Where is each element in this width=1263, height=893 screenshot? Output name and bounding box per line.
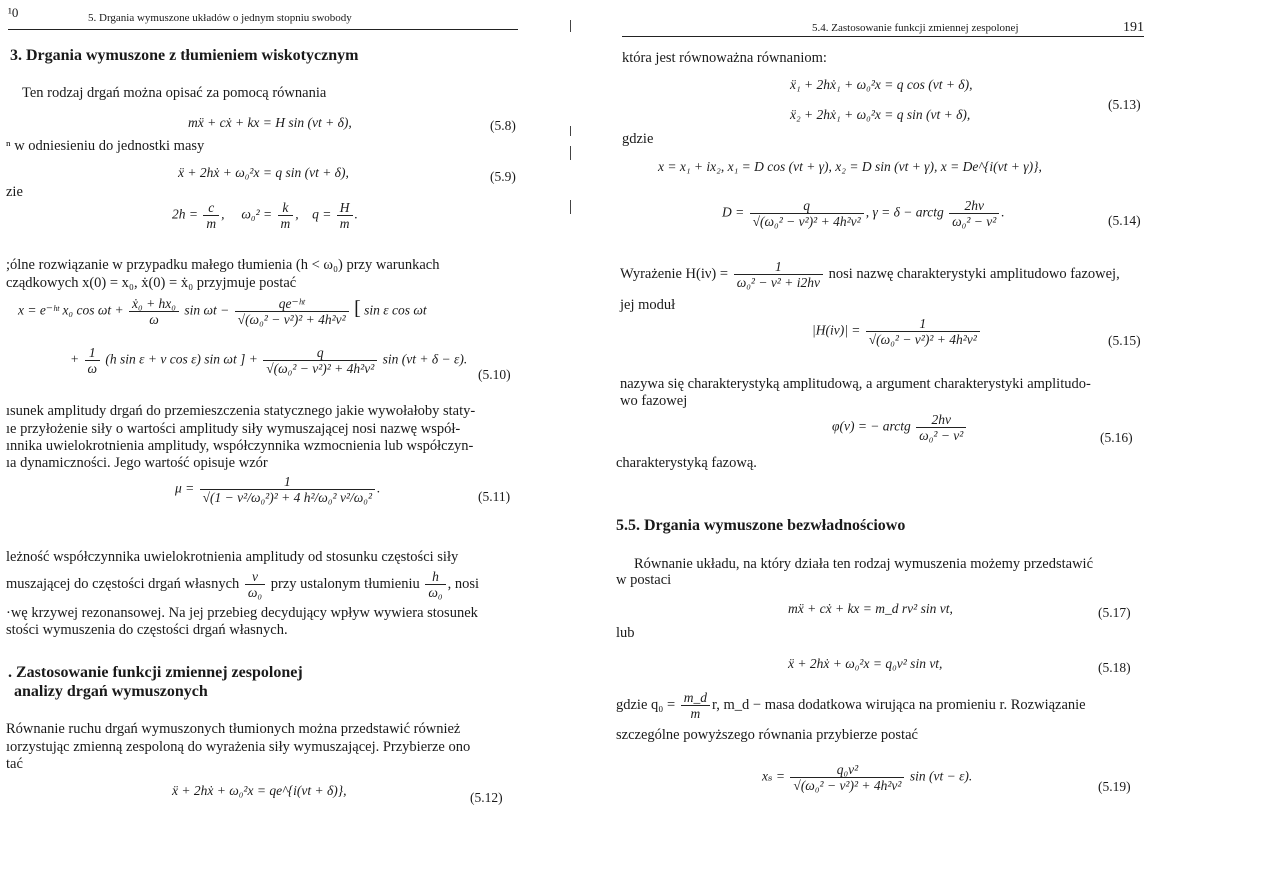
left-paragraph: zie (6, 184, 23, 200)
left-page-number: ¹0 (8, 5, 19, 20)
fraction (790, 762, 904, 793)
left-paragraph: ıe przyłożenie siły o wartości amplitudy siły wymuszającej nosi nazwę współ- (6, 421, 461, 437)
fraction (203, 200, 219, 231)
left-paragraph: ⁿ w odniesieniu do jednostki masy (6, 138, 205, 154)
equation-number: (5.8) (490, 118, 516, 133)
right-paragraph: w postaci (616, 572, 672, 588)
equation-5-10-line1: x = e⁻ʰᵗ x₀ cos ωt + $\frac{\text{ẋ₀ + hx₀}}{\omega}$ sin ωt − $\frac{\text{qe⁻ʰᵗ}}{\text{√(ω₀² − ν²)² + 4h²ν²}}$ [ sin ε cos ωt (18, 296, 427, 327)
eq-part: , γ = δ − arctg (865, 204, 944, 220)
text-part: r, m_d − masa dodatkowa wirująca na promieniu r. Rozwiązanie (712, 696, 1086, 713)
fraction (200, 474, 375, 505)
numerator: q (803, 198, 811, 213)
equation-number: (5.18) (1098, 660, 1131, 675)
denominator: √(1 − ν²/ω₀²)² + 4 h²/ω₀² ν²/ω₀² (200, 489, 375, 505)
equation-number: (5.15) (1108, 333, 1141, 348)
eq-part: . (1001, 204, 1005, 220)
numerator: q (316, 345, 324, 360)
fraction (425, 569, 445, 600)
right-paragraph-inline (620, 259, 1120, 290)
right-header-rule (622, 36, 1144, 37)
def-2h: 2h = (172, 206, 198, 222)
equation-number: (5.19) (1098, 779, 1131, 794)
eq-part: |H(iν)| = (812, 322, 861, 338)
equation-5-15 (812, 316, 982, 347)
numerator: h (432, 569, 439, 584)
left-paragraph: ıorzystując zmienną zespoloną do wyrażenia siły wymuszającej. Przybierze ono (6, 739, 471, 755)
denominator: ω₀² − ν² (916, 427, 966, 443)
text-part: nosi nazwę charakterystyki amplitudowo fazowej, (828, 265, 1120, 282)
denominator: √(ω₀² − ν²)² + 4h²ν² (263, 360, 377, 376)
fraction (949, 198, 999, 229)
left-paragraph: ;ólne rozwiązanie w przypadku małego tłumienia (h < ω₀) przy warunkach (6, 257, 440, 273)
left-paragraph: stości wymuszenia do częstości drgań własnych. (6, 622, 288, 638)
numerator: 2hν (964, 198, 984, 213)
numerator: k (282, 200, 289, 215)
right-section-title: 5.5. Drgania wymuszone bezwładnościowo (616, 517, 906, 534)
left-paragraph: tać (6, 756, 23, 772)
fraction (734, 259, 823, 290)
left-paragraph: Ten rodzaj drgań można opisać za pomocą równania (22, 85, 327, 101)
denominator: √(ω₀² − ν²)² + 4h²ν² (866, 331, 980, 347)
numerator: H (339, 200, 350, 215)
fraction (245, 569, 265, 600)
eq-part: sin (νt − ε). (909, 768, 973, 784)
equation-number: (5.14) (1108, 213, 1141, 228)
def-q: q = (312, 206, 332, 222)
text-part: przy ustalonym tłumieniu (270, 575, 420, 592)
equation-number: (5.13) (1108, 97, 1141, 112)
equation-5-10-line2 (70, 345, 467, 376)
denominator: √(ω₀² − ν²)² + 4h²ν² (235, 311, 349, 327)
eq-part: sin (νt + δ − ε). (382, 351, 468, 367)
eq-part: μ = (175, 480, 195, 496)
text-part: Wyrażenie H(iν) = (620, 265, 729, 282)
left-section2-title-line2: analizy drgań wymuszonych (14, 683, 208, 700)
right-paragraph: która jest równoważna równaniom: (622, 50, 827, 66)
left-paragraph: ·wę krzywej rezonansowej. Na jej przebieg decydujący wpływ wywiera stosunek (6, 605, 478, 621)
numerator: 1 (919, 316, 927, 331)
left-paragraph: ınnika uwielokrotnienia amplitudy, współczynnika wzmocnienia lub współczyn- (6, 438, 474, 454)
denominator: m (278, 215, 294, 231)
right-paragraph: szczególne powyższego równania przybierze postać (616, 727, 918, 743)
equation-5-19 (762, 762, 972, 793)
definitions-x: x = x₁ + ix₂, x₁ = D cos (νt + γ), x₂ = D sin (νt + γ), x = De^{i(νt + γ)}, (658, 159, 1042, 174)
denominator: m (203, 215, 219, 231)
right-paragraph: nazywa się charakterystyką amplitudową, a argument charakterystyki amplitudo- (620, 376, 1091, 392)
eq-part: sin ωt − (184, 302, 230, 318)
denominator: ω₀² − ν² (949, 213, 999, 229)
eq-part: (h sin ε + ν cos ε) sin ωt ] + (105, 351, 258, 367)
fraction (85, 345, 101, 376)
right-paragraph: wo fazowej (620, 393, 688, 409)
equation-5-18: ẍ + 2hẋ + ω₀²x = q₀ν² sin νt, (788, 656, 943, 671)
numerator: 1 (774, 259, 782, 274)
denominator: ω (129, 311, 179, 327)
equation-5-11: μ = $\frac{1}{\text{√(1 − ν²/ω₀²)² + 4 h²/ω₀² ν²/ω₀²}}$ . (175, 474, 381, 505)
gutter-marks (570, 0, 571, 893)
equation-number: (5.11) (478, 489, 511, 504)
fraction (129, 296, 179, 327)
right-paragraph: lub (616, 625, 635, 641)
left-page (0, 0, 560, 893)
fraction (263, 345, 377, 376)
left-section-title: 3. Drgania wymuszone z tłumieniem wiskotycznym (10, 47, 359, 64)
denominator: √(ω₀² − ν²)² + 4h²ν² (790, 777, 904, 793)
numerator: ẋ₀ + hx₀ (132, 296, 176, 311)
right-paragraph: gdzie (622, 131, 654, 147)
numerator: q₀ν² (836, 762, 859, 777)
right-paragraph: Równanie układu, na który działa ten rodzaj wymuszenia możemy przedstawić (634, 556, 1094, 572)
numerator: qe⁻ʰᵗ (278, 296, 305, 311)
text-part: , nosi (447, 575, 480, 592)
equation-5-13b: ẍ₂ + 2hẋ₁ + ω₀²x = q sin (νt + δ), (790, 107, 971, 122)
equation-number: (5.17) (1098, 605, 1131, 620)
fraction (681, 690, 710, 721)
left-paragraph: ısunek amplitudy drgań do przemieszczenia statycznego jakie wywołałoby staty- (6, 403, 476, 419)
left-paragraph: ıa dynamiczności. Jego wartość opisuje wzór (6, 455, 268, 471)
eq-part: φ(ν) = − arctg (832, 418, 911, 434)
numerator: 1 (88, 345, 96, 360)
denominator: √(ω₀² − ν²)² + 4h²ν² (750, 213, 864, 229)
numerator: c (208, 200, 215, 215)
equation-5-13a: ẍ₁ + 2hẋ₁ + ω₀²x = q cos (νt + δ), (790, 77, 973, 92)
fraction (278, 200, 294, 231)
left-paragraph: Równanie ruchu drgań wymuszonych tłumionych można przedstawić również (6, 721, 461, 737)
right-running-header: 5.4. Zastosowanie funkcji zmiennej zespolonej (812, 22, 1019, 34)
equation-5-16 (832, 412, 968, 443)
left-running-header: 5. Drgania wymuszone układów o jednym stopniu swobody (88, 12, 352, 24)
equation-5-9: ẍ + 2hẋ + ω₀²x = q sin (νt + δ), (178, 165, 349, 180)
right-page-number: 191 (1123, 20, 1144, 35)
denominator: m (337, 215, 353, 231)
definitions-equation: 2h = $\frac{c}{m}$ , ω₀² = $\frac{k}{m}$ , q = $\frac{H}{m}$ . (172, 200, 358, 231)
text-part: gdzie q₀ = (616, 696, 676, 713)
fraction (235, 296, 349, 327)
numerator: 2hν (931, 412, 951, 427)
text-part: muszającej do częstości drgań własnych (6, 575, 240, 592)
numerator: 1 (283, 474, 291, 489)
left-paragraph: cządkowych x(0) = x₀, ẋ(0) = ẋ₀ przyjmuje postać (6, 275, 297, 291)
right-paragraph: jej moduł (620, 297, 676, 313)
denominator: ω₀² − ν² + i2hν (734, 274, 823, 290)
denominator: ω (85, 360, 101, 376)
equation-number: (5.12) (470, 790, 503, 805)
numerator: ν (252, 569, 258, 584)
fraction (866, 316, 980, 347)
fraction (337, 200, 353, 231)
left-paragraph-inline (6, 569, 479, 600)
denominator: ω₀ (425, 584, 445, 600)
equation-5-8: mẍ + cẋ + kx = H sin (νt + δ), (188, 115, 352, 130)
equation-number: (5.10) (478, 367, 511, 382)
right-page (580, 0, 1263, 893)
fraction (750, 198, 864, 229)
left-section2-title-line1: . Zastosowanie funkcji zmiennej zespolonej (8, 664, 303, 681)
eq-part: sin ε cos ωt (364, 302, 427, 318)
equation-5-12: ẍ + 2hẋ + ω₀²x = qe^{i(νt + δ)}, (172, 783, 347, 798)
denominator: m (681, 705, 710, 721)
fraction (916, 412, 966, 443)
equation-number: (5.9) (490, 169, 516, 184)
equation-number: (5.16) (1100, 430, 1133, 445)
denominator: ω₀ (245, 584, 265, 600)
left-header-rule (8, 29, 518, 30)
eq-part: D = (722, 204, 745, 220)
numerator: m_d (683, 690, 708, 705)
def-omega: ω₀² = (241, 206, 273, 222)
right-paragraph-inline (616, 690, 1086, 721)
equation-5-14 (722, 198, 1005, 229)
equation-5-17: mẍ + cẋ + kx = m_d rν² sin νt, (788, 601, 953, 616)
eq-part: x = e⁻ʰᵗ x₀ cos ωt + (18, 302, 124, 318)
eq-part: + (70, 351, 80, 367)
left-paragraph: leżność współczynnika uwielokrotnienia amplitudy od stosunku częstości siły (6, 549, 459, 565)
eq-part: xₛ = (762, 768, 786, 784)
right-paragraph: charakterystyką fazową. (616, 455, 757, 471)
